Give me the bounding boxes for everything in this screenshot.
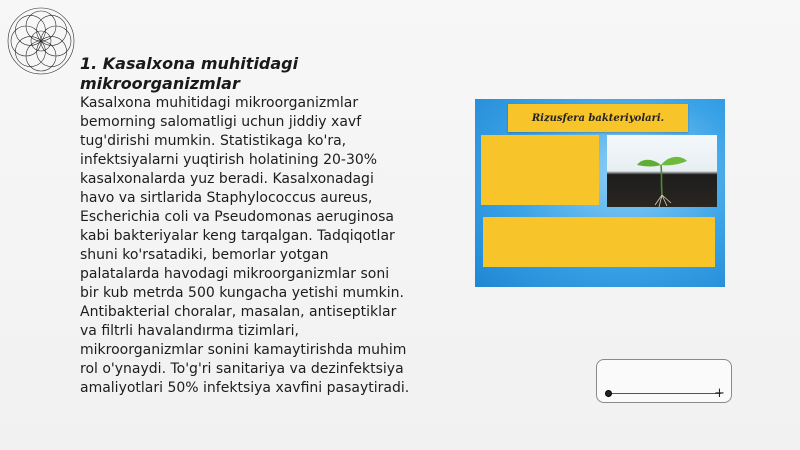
plant-icon bbox=[607, 135, 717, 207]
record-dot-icon[interactable] bbox=[605, 390, 612, 397]
slide-body-text: Kasalxona muhitidagi mikroorganizmlar bemorning salomatligi uchun jiddiy xavf tug'dirishi mumkin. Statistikaga ko'ra, infektsiyalarni yuqtirish holatining 20-30% kasalxonalarda yuz beradi. Kasalxonadagi havo va sirtlarida Staphylococcus aureus, Escherichia coli va Pseudomonas aeruginosa kabi bakteriyalar keng tarqalgan. Tadqiqotlar shuni ko'rsatadiki, bemorlar yotgan palatalarda havodagi mikroorganizmlar soni bir kub metrda 500 kungacha yetishi mumkin. Antibakterial choralar, masalan, antiseptiklar va filtrli havalandırma tizimlari, mikroorganizmlar sonini kamaytirishda muhim rol o'ynaydi. To'g'ri sanitariya va dezinfektsiya amaliyotlari 50% infektsiya xavfini pasaytiradi. bbox=[80, 95, 410, 396]
image-text-block bbox=[481, 135, 599, 205]
plant-illustration bbox=[607, 135, 717, 207]
logo-icon bbox=[4, 4, 78, 78]
media-control[interactable] bbox=[596, 359, 732, 403]
slide-title: 1. Kasalxona muhitidagi mikroorganizmlar bbox=[80, 54, 299, 93]
image-title: Rizusfera bakteriyolari. bbox=[508, 104, 688, 132]
slide-image bbox=[475, 99, 725, 287]
image-text-block-2 bbox=[483, 217, 715, 267]
plus-icon[interactable]: + bbox=[714, 386, 725, 401]
progress-track[interactable] bbox=[609, 393, 721, 394]
